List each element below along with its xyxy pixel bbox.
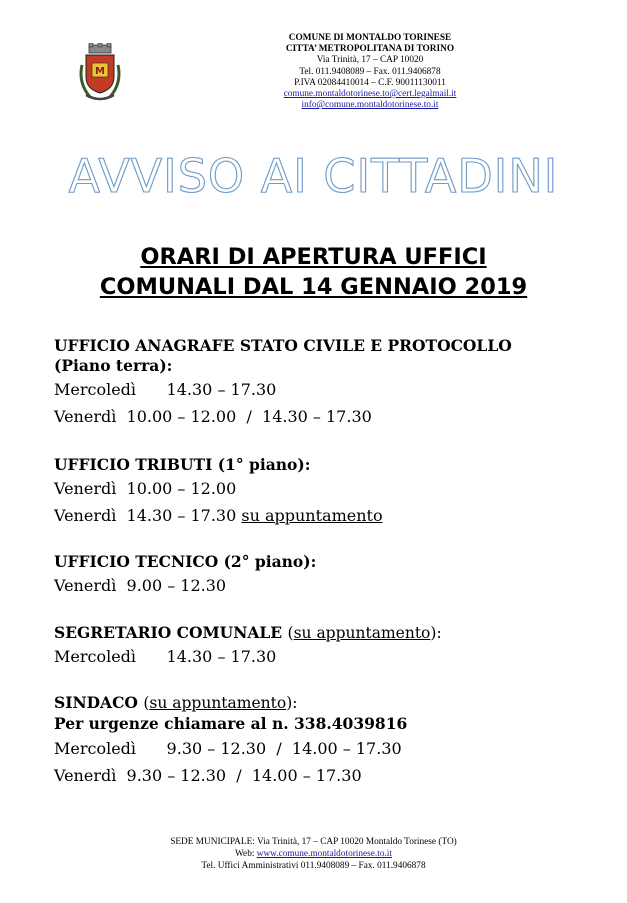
municipality-phone: Tel. 011.9408089 – Fax. 011.9406878 <box>299 66 441 77</box>
pec-email-link[interactable]: comune.montaldotorinese.to@cert.legalmail.it <box>283 89 457 100</box>
hours-text: Venerdì 14.30 – 17.30 <box>54 506 242 525</box>
office-tributi <box>54 455 383 529</box>
coat-of-arms-icon <box>76 43 124 103</box>
footer <box>0 836 627 872</box>
notice-title: AVVISO AI CITTADINI <box>68 149 559 203</box>
office-name: UFFICIO TECNICO (2° piano): <box>54 552 317 571</box>
hours-row: Venerdì 9.30 – 12.30 / 14.00 – 17.30 <box>54 766 362 785</box>
appointment-note: su appuntamento <box>241 506 383 525</box>
hours-row: Venerdì 10.00 – 12.00 / 14.30 – 17.30 <box>54 407 372 426</box>
metropolitan-city: CITTA’ METROPOLITANA DI TORINO <box>285 44 455 55</box>
hours-row <box>54 502 383 529</box>
office-tecnico <box>54 552 316 599</box>
office-anagrafe <box>54 336 512 430</box>
letterhead <box>210 33 530 111</box>
office-segretario <box>54 623 442 670</box>
office-name: UFFICIO ANAGRAFE STATO CIVILE E PROTOCOLLO <box>54 336 512 355</box>
appointment-note: su appuntamento <box>293 624 431 642</box>
office-name: SINDACO (su appuntamento): <box>54 693 298 712</box>
office-floor: (Piano terra): <box>54 356 173 375</box>
office-name: UFFICIO TRIBUTI (1° piano): <box>54 455 311 474</box>
website-link[interactable]: www.comune.montaldotorinese.to.it <box>256 849 392 859</box>
office-name: SEGRETARIO COMUNALE (su appuntamento): <box>54 623 442 642</box>
info-email-link[interactable]: info@comune.montaldotorinese.to.it <box>301 100 439 111</box>
appointment-note: su appuntamento <box>149 694 287 712</box>
svg-text:M: M <box>95 66 105 77</box>
opening-hours-title <box>0 242 627 302</box>
footer-phones: Tel. Uffici Amministrativi 011.9408089 – Fax. 011.9406878 <box>201 861 426 871</box>
footer-web: Web: www.comune.montaldotorinese.to.it <box>235 849 392 859</box>
hours-row: Venerdì 10.00 – 12.00 <box>54 479 237 498</box>
hours-row: Mercoledì 9.30 – 12.30 / 14.00 – 17.30 <box>54 739 402 758</box>
footer-seat: SEDE MUNICIPALE: Via Trinità, 17 – CAP 10020 Montaldo Torinese (TO) <box>170 837 457 847</box>
hours-row: Mercoledì 14.30 – 17.30 <box>54 380 277 399</box>
office-sindaco <box>54 693 407 789</box>
urgent-contact: Per urgenze chiamare al n. 338.4039816 <box>54 714 408 733</box>
hours-row: Venerdì 9.00 – 12.30 <box>54 576 227 595</box>
opening-hours-title-line1: ORARI DI APERTURA UFFICI <box>140 244 487 270</box>
opening-hours-title-line2: COMUNALI DAL 14 GENNAIO 2019 <box>99 274 528 300</box>
municipality-tax-ids: P.IVA 02084410014 – C.F. 90011130011 <box>294 77 446 88</box>
municipality-address: Via Trinità, 17 – CAP 10020 <box>316 55 424 66</box>
municipality-name: COMUNE DI MONTALDO TORINESE <box>288 33 452 43</box>
hours-row: Mercoledì 14.30 – 17.30 <box>54 647 277 666</box>
